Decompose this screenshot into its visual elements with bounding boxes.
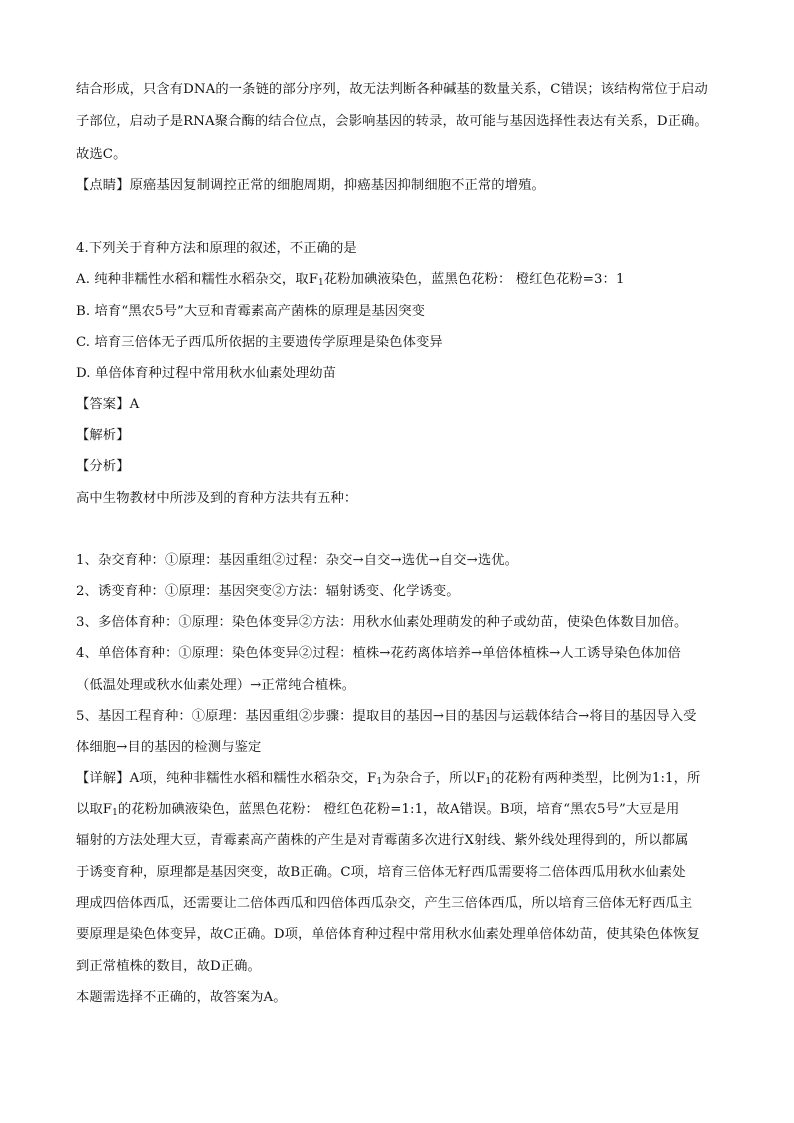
option-d: D. 单倍体育种过程中常用秋水仙素处理幼苗 — [76, 366, 337, 381]
detail-text: 为杂合子，所以F — [382, 771, 486, 786]
detail-text: 【详解】A项，纯种非糯性水稻和糯性水稻杂交，F — [76, 771, 377, 786]
option-c: C. 培育三倍体无子西瓜所依据的主要遗传学原理是染色体变异 — [76, 335, 443, 350]
detail-line: 辐射的方法处理大豆，青霉素高产菌株的产生是对青霉菌多次进行X射线、紫外线处理得到的，所以都属 — [76, 833, 689, 848]
conclusion-line: 本题需选择不正确的，故答案为A。 — [76, 990, 287, 1005]
detail-line: 于诱变育种，原理都是基因突变，故B正确。C项，培育三倍体无籽西瓜需要将二倍体西瓜用秋水仙素处 — [76, 865, 686, 880]
subscript: 1 — [112, 808, 118, 818]
option-b: B. 培育“黑农5号”大豆和青霉素高产菌株的原理是基因突变 — [76, 304, 426, 319]
analysis-subheading: 【分析】 — [76, 459, 130, 474]
method-1: 1、杂交育种：①原理：基因重组②过程：杂交→自交→选优→自交→选优。 — [76, 553, 519, 568]
text-line: 高中生物教材中所涉及到的育种方法共有五种： — [76, 491, 358, 506]
method-2: 2、诱变育种：①原理：基因突变②方法：辐射诱变、化学诱变。 — [76, 584, 460, 599]
option-a-rest: 花粉加碘液染色，蓝黑色花粉： 橙红色花粉=3：1 — [323, 272, 625, 287]
option-a — [76, 270, 726, 290]
method-3: 3、多倍体育种：①原理：染色体变异②方法：用秋水仙素处理萌发的种子或幼苗，使染色体数目加倍。 — [76, 615, 688, 630]
detail-line: 要原理是染色体变异，故C正确。D项，单倍体育种过程中常用秋水仙素处理单倍体幼苗，使其染色体恢复 — [76, 927, 700, 942]
option-a-text: A. 纯种非糯性水稻和糯性水稻杂交，取F — [76, 272, 319, 287]
detail-text: 的花粉有两种类型，比例为1:1，所 — [491, 771, 701, 786]
answer-heading: 【答案】A — [76, 397, 140, 412]
detail-line — [76, 800, 726, 820]
text-line: 子部位，启动子是RNA聚合酶的结合位点，会影响基因的转录，故可能与基因选择性表达有关系，D正确。 — [76, 114, 708, 129]
subscript: 1 — [318, 278, 324, 288]
detail-text: 以取F — [76, 802, 113, 817]
method-5-cont: 体细胞→目的基因的检测与鉴定 — [76, 740, 262, 755]
detail-text: 的花粉加碘液染色，蓝黑色花粉： 橙红色花粉=1:1，故A错误。B项，培育“黑农5号”大豆是用 — [117, 802, 680, 817]
method-5: 5、基因工程育种：①原理：基因重组②步骤：提取目的基因→目的基因与运载体结合→将目的基因导入受 — [76, 709, 697, 724]
method-4-cont: （低温处理或秋水仙素处理）→正常纯合植株。 — [76, 678, 356, 693]
detail-line — [76, 769, 726, 789]
detail-line: 到正常植株的数目，故D正确。 — [76, 959, 261, 974]
analysis-heading: 【解析】 — [76, 428, 130, 443]
subscript: 1 — [376, 777, 383, 787]
text-line: 结合形成，只含有DNA的一条链的部分序列，故无法判断各种碱基的数量关系，C错误；该结构常位于启动 — [76, 82, 708, 97]
method-4: 4、单倍体育种：①原理：染色体变异②过程：植株→花药离体培养→单倍体植株→人工诱导染色体加倍 — [76, 646, 681, 661]
text-line: 故选C。 — [76, 147, 127, 162]
question-title: 4.下列关于育种方法和原理的叙述，不正确的是 — [76, 241, 357, 256]
note-line: 【点睛】原癌基因复制调控正常的细胞周期，抑癌基因抑制细胞不正常的增殖。 — [76, 178, 545, 193]
subscript: 1 — [485, 777, 492, 787]
detail-line: 理成四倍体西瓜，还需要让二倍体西瓜和四倍体西瓜杂交，产生三倍体西瓜，所以培育三倍体无籽西瓜主 — [76, 896, 693, 911]
